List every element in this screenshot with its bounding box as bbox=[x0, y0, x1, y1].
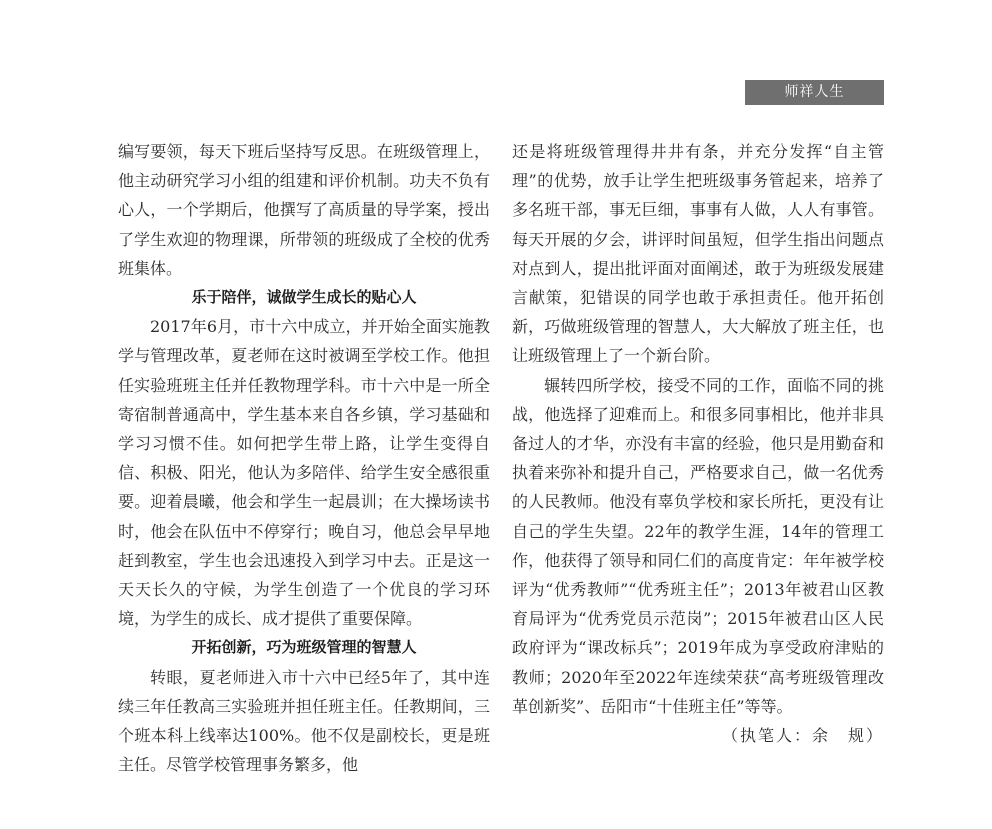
left-paragraph-3: 转眼，夏老师进入市十六中已经5年了，其中连续三年任教高三实验班并担任班主任。任教期间，三个班本科上线率达100%。他不仅是副校长，更是班主任。尽管学校管理事务繁多，他 bbox=[118, 667, 490, 775]
left-paragraph-1: 编写要领，每天下班后坚持写反思。在班级管理上，他主动研究学习小组的组建和评价机制。功夫不负有心人，一个学期后，他撰写了高质量的导学案，授出了学生欢迎的物理课，所带领的班级成了全校的优秀班集体。 bbox=[118, 142, 490, 278]
right-paragraph-2: 辗转四所学校，接受不同的工作，面临不同的挑战，他选择了迎难而上。和很多同事相比，他并非具备过人的才华，亦没有丰富的经验，他只是用勤奋和执着来弥补和提升自己，严格要求自己，做一名优秀的人民教师。他没有辜负学校和家长所托，更没有让自己的学生失望。22年的教学生涯，14年的管理工作，他获得了领导和同仁们的高度肯定：年年被学校评为“优秀教师”“优秀班主任”；2013年被君山区教育局评为“优秀党员示范岗”；2015年被君山区人民政府评为“课改标兵”；2019年成为享受政府津贴的教师；2020年至2022年连续荣获“高考班级管理改革创新奖”、岳阳市“十佳班主任”等等。 bbox=[512, 375, 884, 716]
right-paragraph-1: 还是将班级管理得井井有条，并充分发挥“自主管理”的优势，放手让学生把班级事务管起来，培养了多名班干部，事无巨细，事事有人做，人人有事管。每天开展的夕会，讲评时间虽短，但学生指出问题点对点到人，提出批评面对面阐述，敢于为班级发展建言献策，犯错误的同学也敢于承担责任。他开拓创新，巧做班级管理的智慧人，大大解放了班主任，也让班级管理上了一个新台阶。 bbox=[512, 142, 884, 366]
section-heading-innovation: 开拓创新，巧为班级管理的智慧人 bbox=[191, 638, 417, 657]
left-paragraph-2: 2017年6月，市十六中成立，并开始全面实施教学与管理改革，夏老师在这时被调至学校工作。他担任实验班班主任并任教物理学科。市十六中是一所全寄宿制普通高中，学生基本来自各乡镇，学习基础和学习习惯不佳。如何把学生带上路，让学生变得自信、积极、阳光，他认为多陪伴、给学生安全感很重要。迎着晨曦，他会和学生一起晨训；在大操场读书时，他会在队伍中不停穿行；晚自习，他总会早早地赶到教室，学生也会迅速投入到学习中去。正是这一天天长久的守候，为学生创造了一个优良的学习环境，为学生的成长、成才提供了重要保障。 bbox=[118, 317, 490, 629]
left-column bbox=[118, 137, 490, 779]
section-heading-companionship: 乐于陪伴，诚做学生成长的贴心人 bbox=[191, 288, 417, 307]
right-column bbox=[512, 137, 884, 750]
section-label: 师祥人生 bbox=[745, 80, 884, 105]
author-byline: （执笔人：余 规） bbox=[721, 726, 884, 746]
